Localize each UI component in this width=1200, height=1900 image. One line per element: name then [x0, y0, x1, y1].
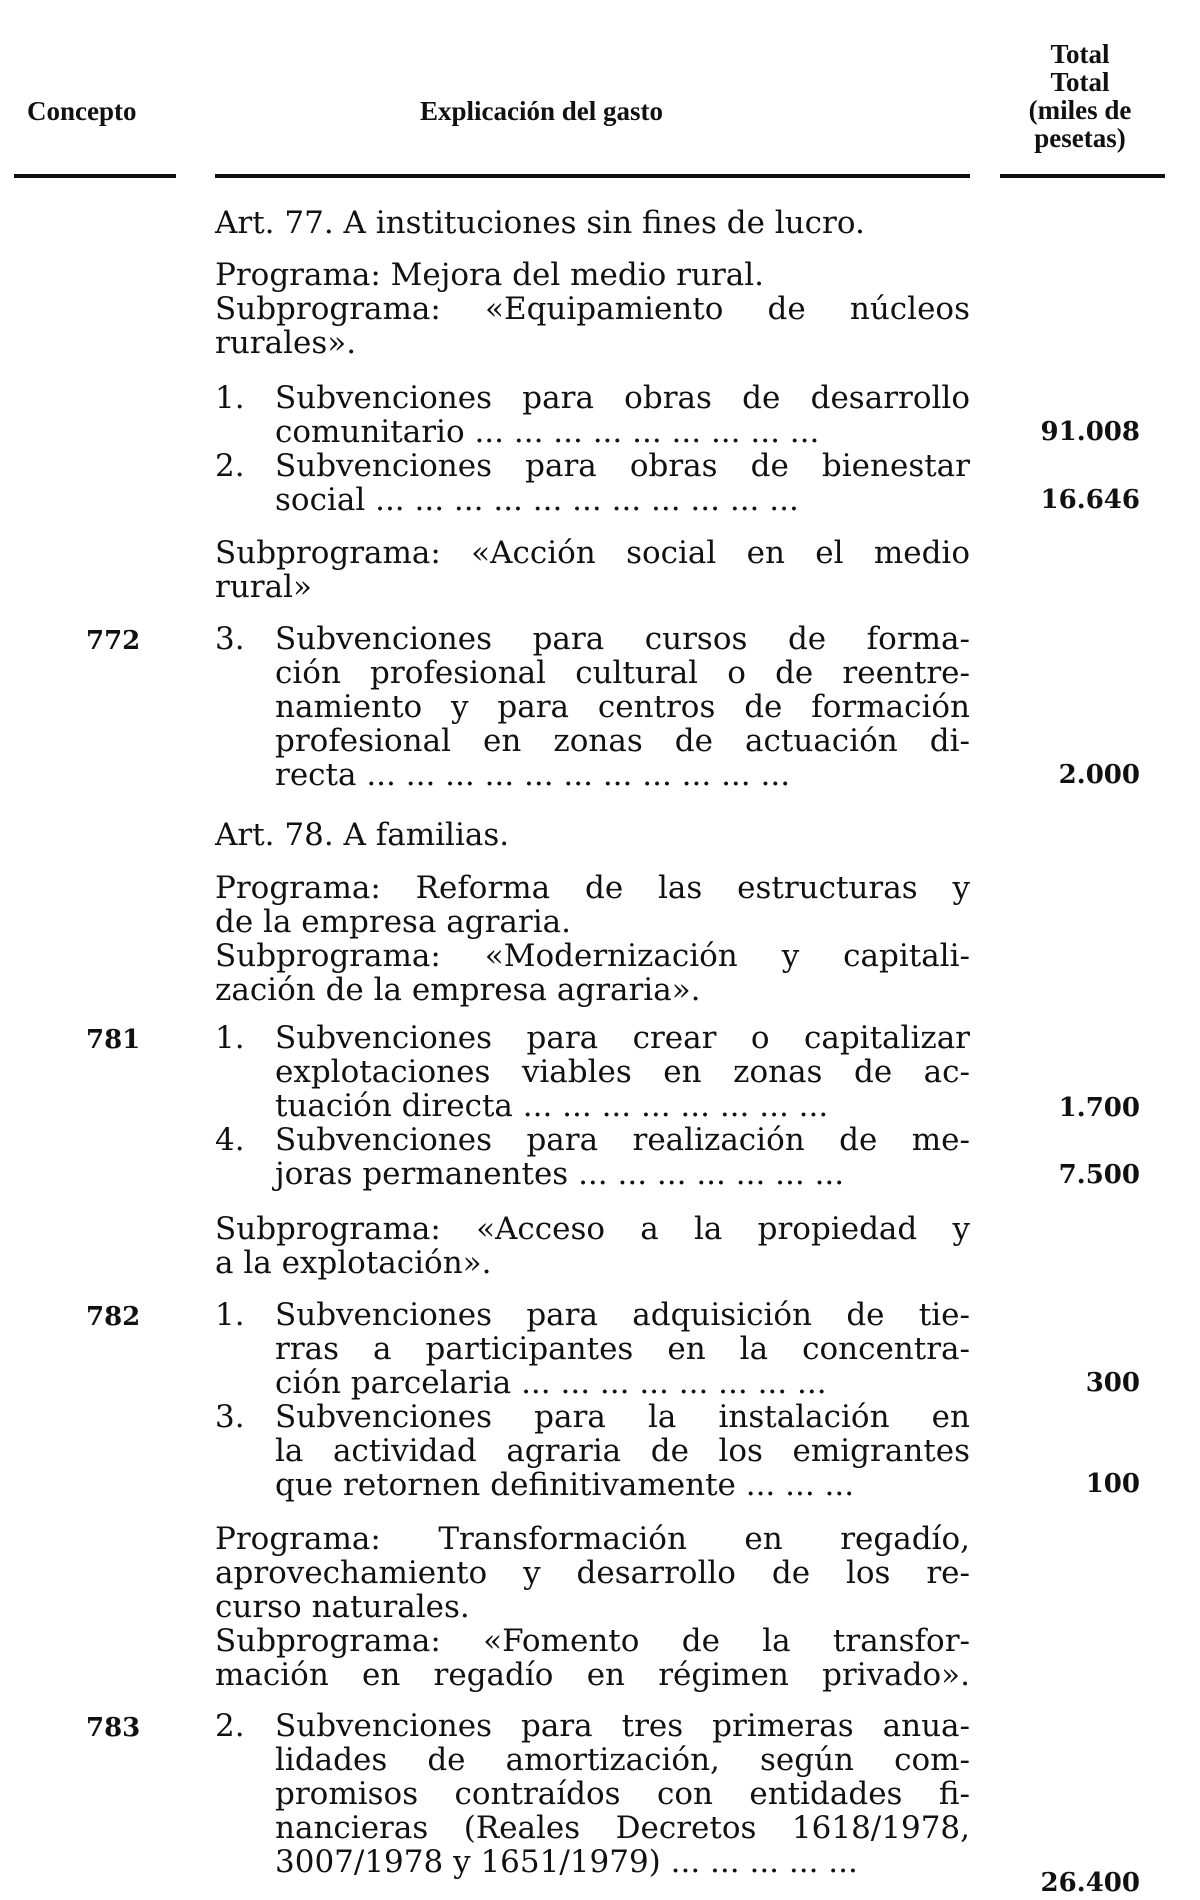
rule-concepto — [14, 174, 176, 178]
item-block — [215, 622, 970, 792]
item-8 — [215, 1709, 970, 1879]
header-total-line-1: Total — [1050, 39, 1110, 69]
text-line: Subvenciones para realización de me- — [275, 1122, 970, 1158]
rule-explicacion — [215, 174, 970, 178]
text-line: Subvenciones para obras de bienestar — [275, 448, 970, 484]
text-line: Subprograma: «Equipamiento de núcleos — [215, 291, 970, 327]
subprogram-block-2 — [215, 536, 970, 604]
text-line: lidades de amortización, según com- — [275, 1742, 970, 1778]
header-total-line-2: Total — [1050, 67, 1110, 97]
amount: 300 — [1085, 1368, 1140, 1398]
item-number: 3. — [215, 621, 245, 657]
amount: 2.000 — [1058, 760, 1140, 790]
text-line: aprovechamiento y desarrollo de los re- — [215, 1555, 970, 1591]
text-line: que retornen definitivamente ... ... ... — [275, 1467, 855, 1503]
text-line: Programa: Mejora del medio rural. — [215, 257, 765, 293]
text-line: Subvenciones para adquisición de tie- — [275, 1297, 970, 1333]
item-number: 2. — [215, 448, 245, 484]
article-heading-text: Art. 78. A familias. — [215, 817, 510, 853]
text-line: rural» — [215, 569, 312, 605]
item-block — [215, 1709, 970, 1879]
text-line: namiento y para centros de formación — [275, 689, 970, 725]
text-line: Subvenciones para la instalación en — [275, 1399, 970, 1435]
text-line: explotaciones viables en zonas de ac- — [275, 1054, 970, 1090]
text-line: joras permanentes ... ... ... ... ... ... ... — [275, 1156, 845, 1192]
text-line: Subprograma: «Fomento de la transfor- — [215, 1623, 970, 1659]
item-number: 1. — [215, 1020, 245, 1056]
article-77-heading — [215, 206, 970, 240]
text-line: Subvenciones para cursos de forma- — [275, 621, 970, 657]
header-total-line-4: pesetas) — [1034, 123, 1126, 153]
item-5 — [215, 1123, 970, 1191]
program-block-2 — [215, 871, 970, 1007]
program-block-3 — [215, 1522, 970, 1692]
item-number: 2. — [215, 1708, 245, 1744]
header-total — [995, 40, 1165, 152]
concepto-code: 772 — [86, 626, 141, 656]
amount: 91.008 — [1040, 417, 1140, 447]
item-7 — [215, 1400, 970, 1502]
item-3 — [215, 622, 970, 792]
text-line: social ... ... ... ... ... ... ... ... ... ... ... — [275, 482, 799, 518]
text-line: Subprograma: «Acceso a la propiedad y — [215, 1211, 970, 1247]
concepto-code: 782 — [86, 1302, 141, 1332]
text-line: Subprograma: «Modernización y capitali- — [215, 938, 970, 974]
rule-total — [1000, 174, 1165, 178]
amount: 26.400 — [1040, 1868, 1140, 1898]
item-1 — [215, 381, 970, 449]
text-line: ción profesional cultural o de reentre- — [275, 655, 970, 691]
text-line: zación de la empresa agraria». — [215, 972, 701, 1008]
text-line: nancieras (Reales Decretos 1618/1978, — [275, 1810, 970, 1846]
item-block — [215, 1298, 970, 1502]
item-number: 3. — [215, 1399, 245, 1435]
text-line: Subvenciones para obras de desarrollo — [275, 380, 970, 416]
text-line: Subprograma: «Acción social en el medio — [215, 535, 970, 571]
item-number: 1. — [215, 380, 245, 416]
amount: 100 — [1085, 1469, 1140, 1499]
text-line: mación en regadío en régimen privado». — [215, 1657, 970, 1693]
article-78-heading — [215, 818, 970, 852]
text-line: comunitario ... ... ... ... ... ... ... ... ... — [275, 414, 820, 450]
text-line: profesional en zonas de actuación di- — [275, 723, 970, 759]
text-line: ción parcelaria ... ... ... ... ... ... ... ... — [275, 1365, 827, 1401]
program-block-1 — [215, 258, 970, 360]
amount: 1.700 — [1058, 1093, 1140, 1123]
item-number: 1. — [215, 1297, 245, 1333]
text-line: la actividad agraria de los emigrantes — [275, 1433, 970, 1469]
header-explicacion: Explicación del gasto — [420, 96, 664, 126]
text-line: Programa: Reforma de las estructuras y — [215, 870, 970, 906]
item-number: 4. — [215, 1122, 245, 1158]
amount: 7.500 — [1058, 1160, 1140, 1190]
text-line: curso naturales. — [215, 1589, 470, 1625]
amount: 16.646 — [1040, 485, 1140, 515]
header-total-line-3: (miles de — [1028, 95, 1132, 125]
concepto-code: 783 — [86, 1713, 141, 1743]
item-4 — [215, 1021, 970, 1123]
text-line: tuación directa ... ... ... ... ... ... ... ... — [275, 1088, 829, 1124]
item-2 — [215, 449, 970, 517]
text-line: promisos contraídos con entidades fi- — [275, 1776, 970, 1812]
text-line: rurales». — [215, 325, 357, 361]
text-line: Subvenciones para tres primeras anua- — [275, 1708, 970, 1744]
text-line: recta ... ... ... ... ... ... ... ... ... ... ... — [275, 757, 791, 793]
item-6 — [215, 1298, 970, 1400]
text-line: Programa: Transformación en regadío, — [215, 1521, 970, 1557]
item-block — [215, 1021, 970, 1191]
text-line: Subvenciones para crear o capitalizar — [275, 1020, 970, 1056]
text-line: rras a participantes en la concentra- — [275, 1331, 970, 1367]
subprogram-block-4 — [215, 1212, 970, 1280]
item-block — [215, 381, 970, 517]
text-line: a la explotación». — [215, 1245, 492, 1281]
article-heading-text: Art. 77. A instituciones sin fines de lucro. — [215, 205, 865, 241]
concepto-code: 781 — [86, 1025, 141, 1055]
text-line: 3007/1978 y 1651/1979) ... ... ... ... ... — [275, 1844, 858, 1880]
text-line: de la empresa agraria. — [215, 904, 571, 940]
header-concepto: Concepto — [27, 96, 137, 126]
